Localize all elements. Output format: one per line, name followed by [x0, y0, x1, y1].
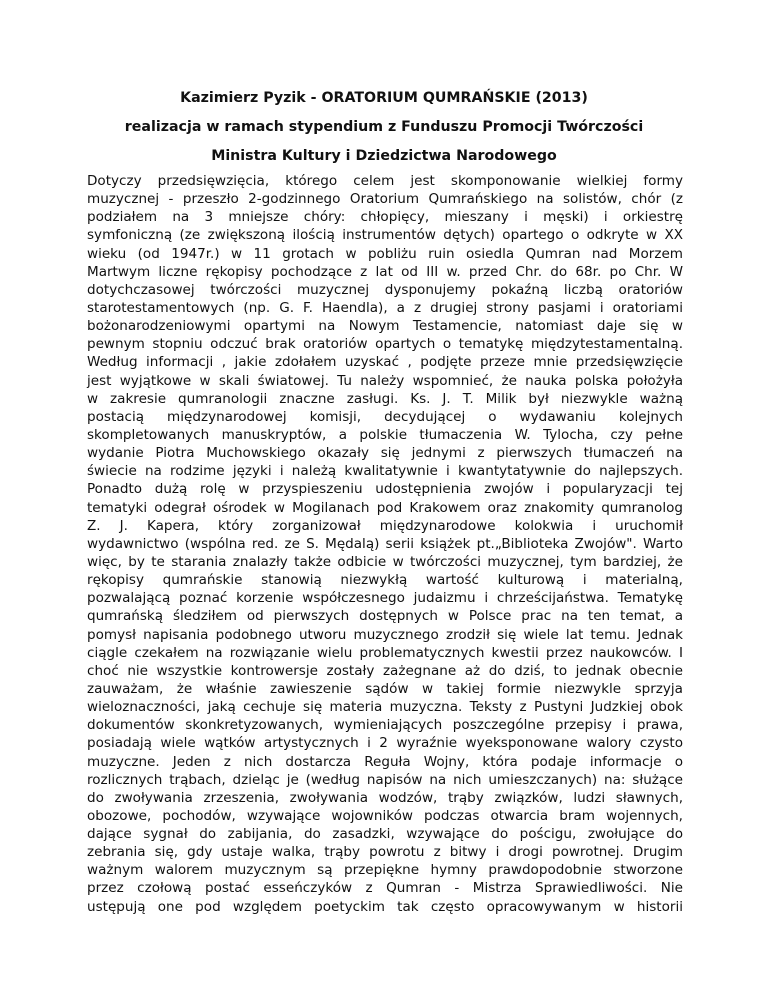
body-line: zauważam, że właśnie zawieszenie sądów w takiej formie niezwykle sprzyja	[87, 680, 683, 697]
body-line: dotychczasowej twórczości muzycznej dysponujemy pokaźną liczbą oratoriów	[87, 281, 683, 298]
body-line: wydawnictwo (wspólna red. ze S. Mędalą) serii książek pt.„Biblioteka Zwojów". Warto	[87, 535, 683, 552]
body-line: rozlicznych trąbach, dzieląc je (według napisów na nich umieszczanych) na: służące	[87, 771, 683, 788]
body-line: świecie na rodzime języki i należą kwalitatywnie i kwantytatywnie do najlepszych.	[87, 463, 683, 480]
body-line: Dotyczy przedsięwzięcia, którego celem jest skomponowanie wielkiej formy	[87, 173, 683, 189]
body-line: posiadają wiele wątków artystycznych i 2 wyraźnie wyeksponowane walory czysto	[87, 735, 683, 752]
body-line: pozwalającą poznać korzenie współczesnego judaizmu i chrześcijaństwa. Tematykę	[87, 590, 683, 607]
body-line: bożonarodzeniowymi opartymi na Nowym Testamencie, natomiast daje się w	[87, 318, 683, 335]
body-line: postacią międzynarodowej komisji, decydującej o wydawaniu kolejnych	[87, 408, 683, 425]
body-line: jest wyjątkowe w skali światowej. Tu należy wspomnieć, że nauka polska położyła	[87, 372, 683, 389]
body-line: dające sygnał do zabijania, do zasadzki, wzywające do pościgu, zwołujące do	[87, 826, 683, 843]
body-line: przez czołową postać esseńczyków z Qumran - Mistrza Sprawiedliwości. Nie	[87, 880, 683, 897]
document-subtitle-ministry: Ministra Kultury i Dziedzictwa Narodowego	[211, 148, 557, 164]
body-line: pewnym stopniu odczuć brak oratoriów opartych o tematykę międzytestamentalną.	[87, 336, 683, 353]
document-subtitle: realizacja w ramach stypendium z Funduszu Promocji Twórczości	[124, 119, 644, 135]
body-line: tematyki odegrał ośrodek w Mogilanach pod Krakowem oraz znakomity qumranolog	[87, 499, 683, 516]
body-line: rękopisy qumrańskie stanowią niezwykłą wartość kulturową i materialną,	[87, 572, 683, 589]
body-line: zebrania się, gdy ustaje walka, trąby powrotu z bitwy i drogi powrotnej. Drugim	[87, 844, 683, 861]
document-title: Kazimierz Pyzik - ORATORIUM QUMRAŃSKIE (2013)	[180, 90, 588, 106]
body-line: wydanie Piotra Muchowskiego okazały się jednymi z pierwszych tłumaczeń na	[87, 445, 683, 462]
body-line: ciągle czekałem na rozwiązanie wielu problematycznych kwestii przez naukowców. I	[87, 644, 683, 661]
body-line: pomysł napisania podobnego utworu muzycznego zrodził się wiele lat temu. Jednak	[87, 626, 683, 643]
body-line: Ponadto dużą rolę w przyspieszeniu udostępnienia zwojów i popularyzacji tej	[87, 481, 683, 498]
body-line: więc, by te starania znalazły także odbicie w twórczości muzycznej, tym bardziej, że	[87, 553, 683, 570]
body-line: skompletowanych manuskryptów, a polskie tłumaczenia W. Tylocha, czy pełne	[87, 426, 683, 443]
body-line: podziałem na 3 mniejsze chóry: chłopięcy, mieszany i męski) i orkiestrę	[87, 209, 683, 226]
body-line: obozowe, pochodów, wzywające wojowników podczas otwarcia bram wojennych,	[87, 807, 683, 824]
body-line: do zwoływania zrzeszenia, zwoływania wodzów, trąby związków, ludzi sławnych,	[87, 789, 683, 806]
body-line: ustępują one pod względem poetyckim tak często opracowywanym w historii	[87, 898, 683, 915]
body-line: muzyczne. Jeden z nich dostarcza Reguła Wojny, która podaje informacje o	[87, 753, 683, 770]
body-line: dokumentów skonkretyzowanych, wymieniających poszczególne przepisy i prawa,	[87, 717, 683, 734]
body-line: Według informacji , jakie zdołałem uzyskać , podjęte przeze mnie przedsięwzięcie	[87, 354, 683, 371]
body-line: symfoniczną (ze zwiększoną ilością instrumentów dętych) opartego o odkryte w XX	[87, 227, 683, 244]
body-line: muzycznej - przeszło 2-godzinnego Oratorium Qumrańskiego na solistów, chór (z	[87, 191, 683, 208]
body-line: ważnym walorem muzycznym są przepiękne hymny prawdopodobnie stworzone	[87, 862, 683, 879]
body-line: wieku (od 1947r.) w 11 grotach w pobliżu ruin osiedla Qumran nad Morzem	[87, 245, 683, 262]
body-line: starotestamentowych (np. G. F. Haendla), a z drugiej strony pasjami i oratoriami	[87, 299, 683, 316]
body-line: Martwym liczne rękopisy pochodzące z lat od III w. przed Chr. do 68r. po Chr. W	[87, 263, 683, 280]
body-line: choć nie wszystkie kontrowersje zostały zażegnane aż do dziś, to jednak obecnie	[87, 662, 683, 679]
body-line: wieloznaczności, jaką cechuje się materia muzyczna. Teksty z Pustyni Judzkiej obok	[87, 699, 683, 716]
body-text	[87, 172, 683, 916]
body-line: qumrańską śledziłem od pierwszych dostępnych w Polsce prac na ten temat, a	[87, 608, 683, 625]
body-line: w zakresie qumranologii znaczne zasługi. Ks. J. T. Milik był niezwykle ważną	[87, 390, 683, 407]
body-line: Z. J. Kapera, który zorganizował międzynarodowe kolokwia i uruchomił	[87, 517, 683, 534]
